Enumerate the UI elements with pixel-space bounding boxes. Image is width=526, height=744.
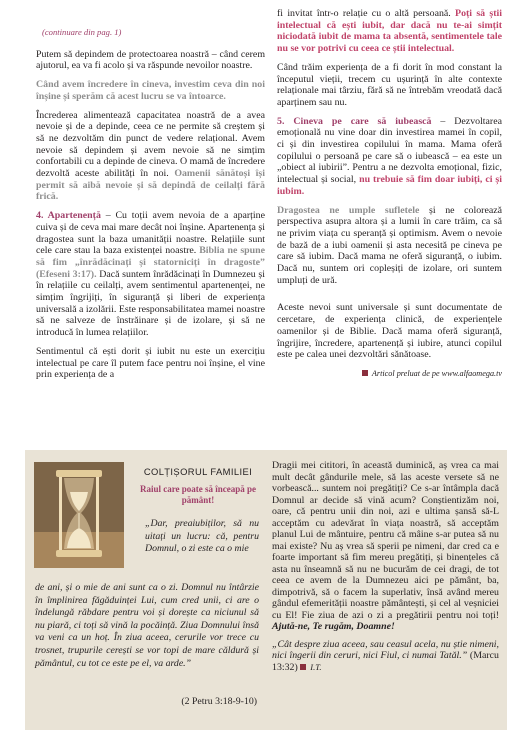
- closing-quote-text: „Cât despre ziua aceea, sau ceasul acela, nu știe nimeni, nici îngerii din ceruri, nici Fiul, ci numai Tatăl.”: [272, 638, 499, 661]
- bible-quote-continued: de ani, și o mie de ani sunt ca o zi. Domnul nu întârzie în împlinirea făgăduinței Lui, cum cred unii, ci are o îndelungă răbdare pentru voi și dorește ca niciunul să nu piară, ci toți să vină la pocăință. Ziua Domnului însă va veni ca un hoț. În ziua aceea, cerurile vor trece cu trosnet, trupurile cerești se vor topi de mare căldură și pământul, cu tot ce este pe el, va arde.”: [35, 582, 259, 669]
- prayer-text: Ajută-ne, Te rugăm, Doamne!: [272, 621, 395, 632]
- author-signature: I.T.: [310, 661, 322, 672]
- credit-text: Articol preluat de pe www.alfaomega.tv: [371, 368, 502, 378]
- closing-quote: [272, 639, 499, 674]
- section-heading: 5. Cineva pe care să iubească: [277, 115, 432, 127]
- family-corner-box: [25, 450, 507, 730]
- family-corner-heading: [139, 466, 257, 506]
- paragraph-text: Dragii mei cititori, în această duminică, aș vrea ca mai mult decât gândurile mele, să las aceste versete să ne vorbească... suntem noi pregătiți? Ce s-ar întâmpla dacă Domnul ar decide să vină acum? Conștientizăm noi, oare, că pentru unii din noi, azi e ultima șansă să-L acceptăm cu adevărat în viața noastră, să acceptăm planul Lui de mântuire, pentru că mâine s-ar putea să nu mai existe? Nu aș vrea să sperii pe nimeni, dar cred ca e foarte important să fim mereu pregătiți, și binențeles că asta nu înseamnă să nu ne bucurăm de cei dragi, de tot ceea ce avem de la Dumnezeu aici pe pământ, ba, dimpotrivă, să o facem la superlativ, însă având mereu gândul efemerității noastre pământești, și cel al veșniciei cu El! Fie ziua de azi o zi a pregătirii pentru noi toți!: [272, 460, 499, 621]
- paragraph-text: – Dezvoltarea emoțională nu vine doar din investirea mamei în copil, ci și din investirea copilului în mama. Mama oferă copilului o persoană pe care să o iubească – ea este un „obiect al iubirii”. Pentru a ne dezvolta emoțional, fizic, intelectual și social,: [277, 115, 502, 186]
- family-corner-subtitle: Raiul care poate să înceapă pe pământ!: [139, 484, 257, 505]
- bible-quote-start: „Dar, preaiubiților, să nu uitați un lucru: că, pentru Domnul, o zi este ca o mie: [145, 518, 259, 555]
- paragraph: Putem să depindem de protectoarea noastră – când cerem ajutorul, ea va fi acolo și va răspunde nevoilor noastre.: [36, 48, 265, 72]
- article-credit: [277, 368, 502, 380]
- paragraph: Sentimentul că ești dorit și iubit nu este un exercițiu intelectual pe care îl putem face pentru noi înșine, el vine prin experiența de a: [36, 345, 265, 381]
- paragraph: [36, 110, 265, 204]
- highlight-text: Poți să știi intelectual că ești iubit, dar dacă nu te-ai simțit niciodată iubit de mama ta absentă, sentimentele tale nu se vor potrivi cu ceea ce știi intelectual.: [277, 8, 503, 55]
- section-heading: 4. Apartenență: [36, 210, 101, 222]
- square-bullet-icon: [300, 664, 306, 670]
- hourglass-icon: [34, 462, 124, 568]
- paragraph: [277, 8, 502, 55]
- paragraph-cineva-pe-care-sa-iubeasca: [277, 116, 502, 198]
- paragraph-text: fi invitat într-o relație cu o altă persoană.: [277, 8, 451, 19]
- hourglass-image: [34, 462, 124, 568]
- paragraph-apartenenta: [36, 210, 265, 339]
- left-column: [36, 27, 265, 388]
- paragraph-text: Dacă suntem înrădăcinați în Dumnezeu și în relațiile cu ceilalți, avem sentimentul apartenenței, ne simțim îngrijiți, în siguranță și liberi de experiența universală a izolării. Este responsabilitatea mamei noastre să ne salveze de înstrăinare și de izolare, și să ne introducă în lumea relațiilor.: [36, 268, 265, 339]
- highlight-paragraph: Când avem încredere în cineva, investim ceva din noi înșine și sperăm că acest lucru se va întoarce.: [36, 79, 265, 102]
- square-bullet-icon: [362, 370, 368, 376]
- family-corner-text: [272, 460, 499, 679]
- family-corner-title: COLȚIȘORUL FAMILIEI: [143, 466, 253, 477]
- paragraph: [272, 460, 499, 633]
- right-column: [277, 8, 502, 387]
- highlight-text: nu trebuie să fim doar iubiți, ci și iubim.: [277, 174, 503, 197]
- highlight-text: Biblia ne spune să fim „înrădăcinați și statorniciți în dragoste” (Efeseni 3:17).: [36, 245, 266, 280]
- paragraph-text: Încrederea alimentează capacitatea noastră de a avea nevoie și de a depinde, ceea ce ne permite să creștem și să ne dezvoltăm din punct de vedere relațional. Avem nevoie să depindem și avem nevoie să ne simțim confortabili cu a depinde de cineva. O mamă de încredere dezvoltă aceste abilități în noi.: [36, 109, 265, 180]
- highlight-text: Dragostea ne umple sufletele: [277, 204, 420, 216]
- bible-citation: (2 Petru 3:18-9-10): [181, 696, 257, 707]
- paragraph-text: – Cu toții avem nevoia de a aparține cuiva și de ceva mai mare decât noi înșine. Apartenența și dragostea sunt la baza umanității noastre. Relațiile sunt cele care stau la baza existenței noastre.: [36, 210, 265, 257]
- paragraph: [277, 205, 502, 287]
- closing-quote-reference: (Marcu 13:32): [272, 650, 499, 673]
- highlight-text: Oamenii sănătoși își permit să aibă nevoie și să depindă de ceilalți fără frică.: [36, 168, 265, 203]
- continuation-note: (continuare din pag. 1): [42, 27, 122, 37]
- paragraph: Aceste nevoi sunt universale și sunt documentate de cercetare, de experiența clinică, de experiențele oamenilor și de Biblie. Dacă mama oferă siguranță, îngrijire, încredere, apartenență și iubire, atunci copilul este pe calea unei dezvoltări sănătoase.: [277, 302, 502, 361]
- paragraph-text: și ne colorează perspectiva asupra altora și a lumii în care trăim, ca să ne privim viața cu speranță și optimism. Avem o nevoie de bază de a iubi oamenii și asta necesită pe cineva pe care să iubim. Dacă mama ne oferă siguranță, o iubim. Dacă nu, suntem ori copleșiți de izolare, ori suntem umpluți de ură.: [277, 204, 502, 286]
- paragraph: Când trăim experiența de a fi dorit în mod constant la începutul vieții, trecem cu ușurință în alte contexte relaționale mai târziu, fără să ne întrebăm vreodată dacă aparținem sau nu.: [277, 61, 502, 108]
